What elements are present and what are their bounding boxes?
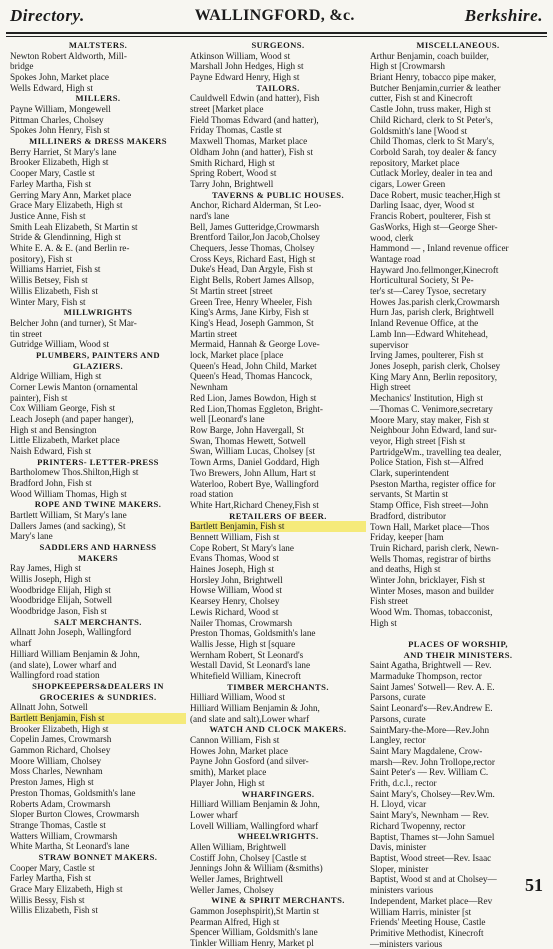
directory-entry: Stride & Glendinning, High st xyxy=(10,232,122,243)
directory-entry: Inland Revenue Office, at the xyxy=(370,318,479,329)
directory-entry: Friday, keeper [ham xyxy=(370,532,444,543)
directory-entry: Moore William, Cholsey xyxy=(10,755,102,766)
directory-entry: Woodbridge Elijah, Sotwell xyxy=(10,595,113,606)
directory-entry: Hurn Jas, parish clerk, Brightwell xyxy=(370,307,495,318)
directory-entry: lock, Market place [place xyxy=(190,350,284,361)
directory-entry: —Thomas C. Venimore,secretary xyxy=(370,403,493,414)
section-heading: STRAW BONNET MAKERS. xyxy=(38,852,158,863)
directory-entry: Dace Robert, music teacher,High st xyxy=(370,189,501,200)
directory-entry: Friends' Meeting House, Castle xyxy=(370,917,486,928)
directory-entry: Baptist, Thames st—John Samuel xyxy=(370,831,495,842)
section-heading: SURGEONS. xyxy=(251,40,305,50)
directory-entry: Willis Elizabeth, Fish st xyxy=(10,905,98,916)
directory-entry: Winter Mary, Fish st xyxy=(10,296,86,307)
directory-entry: Oldham John (and hatter), Fish st xyxy=(190,146,313,157)
directory-entry: smith), Market place xyxy=(190,767,267,778)
directory-entry: bridge xyxy=(10,61,34,72)
directory-entry: Neighbour John Edward, land sur- xyxy=(370,425,497,436)
directory-entry: Queen's Head, John Child, Market xyxy=(190,360,317,371)
directory-entry: street [Market place xyxy=(190,104,264,114)
column-1 xyxy=(8,40,188,916)
directory-entry: —ministers various xyxy=(370,938,443,949)
section-heading: RETAILERS OF BEER. xyxy=(229,510,327,521)
directory-entry: Lewis Richard, Wood st xyxy=(190,606,279,617)
directory-entry: Green Tree, Henry Wheeler, Fish xyxy=(190,296,312,307)
directory-entry: ministers various xyxy=(370,885,434,896)
directory-entry: High st and Bensington xyxy=(10,424,97,435)
directory-entry: Brooker Elizabeth, High st xyxy=(10,723,109,734)
directory-entry: Hilliard William Benjamin & John, xyxy=(190,799,320,810)
directory-entry: Bartlett William, St Mary's lane xyxy=(10,510,127,521)
directory-entry: Lamb Inn—Edward Whitehead, xyxy=(370,328,488,339)
directory-entry: Parsons, curate xyxy=(370,692,426,703)
directory-entry: Eight Bells, Robert James Allsop, xyxy=(190,275,315,286)
directory-entry: Pseston Martha, register office for xyxy=(370,478,496,489)
directory-entry: High st xyxy=(370,617,397,628)
directory-entry: Brooker Elizabeth, High st xyxy=(10,157,109,168)
directory-entry: Saint Mary's, Cholsey—Rev.Wm. xyxy=(370,788,495,799)
directory-entry: Wells Thomas, registrar of births xyxy=(370,553,491,564)
directory-entry: Butcher Benjamin,currier & leather xyxy=(370,82,501,93)
directory-entry: Williams Harriet, Fish st xyxy=(10,264,101,275)
directory-entry: Truin Richard, parish clerk, Newn- xyxy=(370,542,499,553)
directory-entry: Cannon William, Fish st xyxy=(190,735,280,746)
directory-entry: Weller James, Brightwell xyxy=(190,873,283,884)
directory-entry: cigars, Lower Green xyxy=(370,179,446,190)
directory-entry: Arthur Benjamin, coach builder, xyxy=(370,50,489,61)
directory-entry: Copelin James, Crowmarsh xyxy=(10,734,112,745)
directory-entry: Lower wharf xyxy=(190,809,238,820)
section-heading: MILLINERS & DRESS MAKERS xyxy=(29,136,167,147)
directory-entry: Cope Robert, St Mary's lane xyxy=(190,542,294,553)
directory-entry: Bradford, distributor xyxy=(370,510,447,521)
directory-entry: Saint Agatha, Brightwell — Rev. xyxy=(370,660,492,671)
directory-entry: Allnatt John, Sotwell xyxy=(10,702,88,713)
directory-entry: Justice Anne, Fish st xyxy=(10,210,86,221)
directory-entry: Child Thomas, clerk to St Mary's, xyxy=(370,136,495,147)
directory-entry: Whitefield William, Kinecroft xyxy=(190,671,301,682)
section-heading: MILLWRIGHTS xyxy=(63,307,133,318)
section-heading: WHARFINGERS. xyxy=(241,788,315,799)
directory-entry: Horticultural Society, St Pe- xyxy=(370,275,474,286)
directory-entry: Spokes John Henry, Fish st xyxy=(10,125,110,136)
directory-entry: Aldrige William, High st xyxy=(10,371,102,382)
directory-entry: Wantage road xyxy=(370,253,421,264)
directory-entry: Gutridge William, Wood st xyxy=(10,339,110,350)
directory-entry: Briant Henry, tobacco pipe maker, xyxy=(370,72,497,82)
directory-entry: Player John, High st xyxy=(190,777,265,788)
directory-entry: Willis Bessy, Fish st xyxy=(10,894,85,905)
directory-entry: Corbold Sarah, toy dealer & fancy xyxy=(370,146,497,157)
directory-entry: Ray James, High st xyxy=(10,563,81,574)
directory-entry: Woodbridge Jason, Fish st xyxy=(10,606,107,617)
directory-entry: Child Richard, clerk to St Peter's, xyxy=(370,114,493,125)
directory-entry: Cox William George, Fish st xyxy=(10,403,116,414)
directory-entry: Spokes John, Market place xyxy=(10,72,109,82)
directory-entry: King Mary Ann, Berlin repository, xyxy=(370,371,497,382)
directory-entry: Baptist, Wood street—Rev. Isaac xyxy=(370,853,492,863)
page-number: 51 xyxy=(525,875,543,895)
directory-entry: wood, clerk xyxy=(370,232,414,243)
header-rule xyxy=(6,32,547,34)
directory-entry: Sloper Burton Clowes, Crowmarsh xyxy=(10,809,140,820)
directory-entry: (and slate), Lower wharf and xyxy=(10,659,117,670)
directory-entry: Cross Keys, Richard East, High st xyxy=(190,253,316,264)
directory-entry: Little Elizabeth, Market place xyxy=(10,435,120,446)
directory-entry: Fish street xyxy=(370,596,409,607)
directory-entry: Stamp Office, Fish street—John xyxy=(370,500,489,511)
directory-entry: Westall David, St Leonard's lane xyxy=(190,660,311,671)
directory-entry: Grace Mary Elizabeth, High st xyxy=(10,200,123,211)
directory-entry: Willis Elizabeth, Fish st xyxy=(10,285,98,296)
directory-entry: Darling Isaac, dyer, Wood st xyxy=(370,200,475,211)
directory-entry: pository), Fish st xyxy=(10,253,73,264)
directory-entry: Castle John, truss maker, High st xyxy=(370,104,491,115)
directory-entry: Hilliard William Benjamin & John, xyxy=(190,703,320,714)
directory-entry: Wells Edward, High st xyxy=(10,82,93,93)
directory-entry: Evans Thomas, Wood st xyxy=(190,553,279,564)
directory-entry: Saint Mary Magdalene, Crow- xyxy=(370,745,483,756)
directory-entry: St Martin street [street xyxy=(190,285,273,296)
directory-entry: Woodbridge Elijah, High st xyxy=(10,584,111,595)
directory-entry: Brentford Tailor,Jon Jacob,Cholsey xyxy=(190,232,320,243)
directory-entry: Saint Mary's, Newnham — Rev. xyxy=(370,810,489,821)
directory-entry: GasWorks, High st—George Sher- xyxy=(370,221,498,232)
directory-entry: High st [Crowmarsh xyxy=(370,61,446,72)
directory-entry: Two Brewers, John Allum, Hart st xyxy=(190,467,316,478)
directory-entry: Cooper Mary, Castle st xyxy=(10,862,95,873)
directory-entry: Irving James, poulterer, Fish st xyxy=(370,350,484,361)
directory-entry: Smith Richard, High st xyxy=(190,157,275,168)
directory-entry: Pearman Alfred, High st xyxy=(190,916,280,927)
directory-entry: Red Lion,Thomas Eggleton, Bright- xyxy=(190,403,323,414)
section-heading: TAILORS. xyxy=(256,82,300,93)
directory-entry: Bartholomew Thos.Shilton,High st xyxy=(10,467,139,478)
directory-entry: Friday Thomas, Castle st xyxy=(190,125,282,136)
directory-entry: veyor, High street [Fish st xyxy=(370,435,466,446)
directory-entry: William Harris, minister [st xyxy=(370,906,472,917)
directory-entry: Roberts Adam, Crowmarsh xyxy=(10,798,111,809)
section-heading: GROCERIES & SUNDRIES. xyxy=(39,691,157,702)
directory-entry: Primitive Methodist, Kinecroft xyxy=(370,927,484,938)
directory-entry: PartridgeWm., travelling tea dealer, xyxy=(370,446,502,457)
directory-entry: Langley, rector xyxy=(370,735,426,746)
directory-entry: Willis Joseph, High st xyxy=(10,574,91,585)
directory-entry: Horsley John, Brightwell xyxy=(190,574,283,585)
header-center: WALLINGFORD, &c. xyxy=(194,7,355,24)
directory-entry: Town Arms, Daniel Goddard, High xyxy=(190,457,320,468)
directory-entry: Mermaid, Hannah & George Love- xyxy=(190,339,320,350)
directory-entry: Jennings John & William (&smiths) xyxy=(190,863,323,874)
directory-entry: Frith, d.c.l., rector xyxy=(370,778,437,789)
section-heading xyxy=(370,629,546,640)
directory-entry: Maxwell Thomas, Market place xyxy=(190,136,308,147)
directory-entry: Cutlack Morley, dealer in tea and xyxy=(370,168,493,179)
directory-entry: Gerring Mary Ann, Market place xyxy=(10,189,132,200)
directory-entry: Saint Peter's — Rev. William C. xyxy=(370,767,489,778)
directory-entry: Corner Lewis Manton (ornamental xyxy=(10,381,138,392)
directory-entry: Baptist, Wood st and at Cholsey— xyxy=(370,874,497,885)
directory-entry: Sloper, minister xyxy=(370,863,429,874)
directory-entry: Moss Charles, Newnham xyxy=(10,766,103,777)
running-header xyxy=(10,2,543,30)
directory-entry: Newton Robert Aldworth, Mill- xyxy=(10,50,127,61)
directory-entry: Bradford John, Fish st xyxy=(10,478,92,489)
column-2 xyxy=(188,40,368,949)
directory-entry: Tinkler William Henry, Market pl xyxy=(190,938,314,949)
section-heading: SHOPKEEPERS&DEALERS IN xyxy=(32,680,164,691)
directory-entry: Watters William, Crowmarsh xyxy=(10,830,118,841)
section-heading: SALT MERCHANTS. xyxy=(54,616,142,627)
directory-entry: Field Thomas Edward (and hatter), xyxy=(190,114,319,125)
directory-entry: SaintMary-the-More—Rev.John xyxy=(370,724,490,735)
directory-entry: Wood William Thomas, High st xyxy=(10,488,127,499)
directory-entry: Atkinson William, Wood st xyxy=(190,50,291,61)
directory-entry: Row Barge, John Havergall, St xyxy=(190,424,304,435)
directory-entry: Smith Leah Elizabeth, St Martin st xyxy=(10,221,138,232)
directory-entry: Hilliard William, Wood st xyxy=(190,692,286,703)
directory-entry: Bell, James Gutteridge,Crowmarsh xyxy=(190,221,320,232)
section-heading: TIMBER MERCHANTS. xyxy=(227,681,329,692)
directory-entry: wharf xyxy=(10,638,32,649)
directory-entry: Grace Mary Elizabeth, High st xyxy=(10,884,123,895)
directory-entry: well [Leonard's lane xyxy=(190,414,265,425)
directory-entry: Hammond — , Inland revenue officer xyxy=(370,243,509,254)
directory-entry: Leach Joseph (and paper hanger), xyxy=(10,413,134,424)
directory-entry: Preston Thomas, Goldsmith's lane xyxy=(190,628,316,639)
section-heading: PRINTERS- LETTER-PRESS xyxy=(37,456,159,467)
section-heading: MAKERS xyxy=(77,552,119,563)
directory-entry: Francis Robert, poulterer, Fish st xyxy=(370,211,491,222)
directory-entry: repository, Market place xyxy=(370,157,460,168)
directory-entry: Moore Mary, stay maker, Fish st xyxy=(370,414,490,425)
directory-entry: ter's st—Carey Tysoe, secretary xyxy=(370,286,487,297)
directory-entry: Cooper Mary, Castle st xyxy=(10,168,95,179)
header-rule-thin xyxy=(6,36,547,37)
directory-entry: road station xyxy=(190,489,234,500)
directory-entry: Town Hall, Market place—Thos xyxy=(370,521,490,532)
section-heading: GLAZIERS. xyxy=(72,360,124,371)
directory-entry: Preston James, High st xyxy=(10,777,94,788)
directory-entry: Haines Joseph, High st xyxy=(190,564,275,575)
directory-entry: Saint Leonard's—Rev.Andrew E. xyxy=(370,703,493,714)
directory-entry: Kearsey Henry, Cholsey xyxy=(190,596,280,607)
directory-entry: White E. A. & E. (and Berlin re- xyxy=(10,243,130,254)
directory-entry: Wernham Robert, St Leonard's xyxy=(190,649,304,660)
directory-entry: Howse William, Wood st xyxy=(190,585,282,596)
section-heading: PLACES OF WORSHIP, xyxy=(408,639,508,650)
directory-entry: Anchor, Richard Alderman, St Leo- xyxy=(190,200,322,211)
directory-entry: Tarry John, Brightwell xyxy=(190,178,274,189)
directory-entry: Swan, William Lucas, Cholsey [st xyxy=(190,446,316,457)
section-heading: WINE & SPIRIT MERCHANTS. xyxy=(211,895,345,906)
section-heading: WATCH AND CLOCK MAKERS. xyxy=(209,724,347,735)
directory-entry: Newnham xyxy=(190,382,228,393)
directory-entry: and deaths, High st xyxy=(370,564,441,575)
directory-entry: Pittman Charles, Cholsey xyxy=(10,114,104,125)
section-heading: AND THEIR MINISTERS. xyxy=(403,649,513,660)
directory-entry: Winter Moses, mason and builder xyxy=(370,585,494,596)
section-heading: MILLERS. xyxy=(75,93,121,104)
directory-entry: White Martha, St Leonard's lane xyxy=(10,841,130,852)
section-heading: ROPE AND TWINE MAKERS. xyxy=(34,499,162,510)
directory-entry: Hilliard William Benjamin & John, xyxy=(10,648,140,659)
directory-entry: Swan, Thomas Hewett, Sotwell xyxy=(190,435,306,446)
directory-entry: Marshall John Hedges, High st xyxy=(190,61,304,72)
directory-entry: Naish Edward, Fish st xyxy=(10,446,92,457)
header-right: Berkshire. xyxy=(464,6,543,25)
directory-entry: tin street xyxy=(10,328,42,339)
directory-entry: Spencer William, Goldsmith's lane xyxy=(190,927,318,938)
directory-entry: Weller James, Cholsey xyxy=(190,884,274,895)
directory-entry: Hayward Jno.fellmonger,Kinecroft xyxy=(370,264,499,275)
directory-entry: Red Lion, James Bowdon, High st xyxy=(190,392,317,403)
directory-entry: White Hart,Richard Cheney,Fish st xyxy=(190,499,319,510)
directory-entry: Gammon Richard, Cholsey xyxy=(10,744,111,755)
directory-entry: Gammon Josephspirit),St Martin st xyxy=(190,905,320,916)
directory-entry: Belcher John (and turner), St Mar- xyxy=(10,317,137,328)
directory-entry: (and slate and salt),Lower wharf xyxy=(190,713,310,724)
directory-entry: Duke's Head, Dan Argyle, Fish st xyxy=(190,264,313,275)
directory-entry: Independent, Market place—Rev xyxy=(370,895,493,906)
section-heading: TAVERNS & PUBLIC HOUSES. xyxy=(211,189,344,200)
section-heading: PLUMBERS, PAINTERS AND xyxy=(36,349,160,360)
section-heading: WHEELWRIGHTS. xyxy=(237,831,319,842)
directory-entry: Wood Wm. Thomas, tobacconist, xyxy=(370,607,493,618)
directory-entry: painter), Fish st xyxy=(10,392,68,403)
directory-entry: Payne William, Mongewell xyxy=(10,104,111,114)
directory-entry: Martin street xyxy=(190,328,238,339)
section-heading: MALTSTERS. xyxy=(68,40,128,50)
directory-entry: Waterloo, Robert Bye, Wallingford xyxy=(190,478,319,489)
directory-entry: King's Head, Joseph Gammon, St xyxy=(190,317,314,328)
directory-entry: Strange Thomas, Castle st xyxy=(10,819,106,830)
highlighted-entry: Bartlett Benjamin, Fish st xyxy=(10,713,186,724)
directory-entry: Queen's Head, Thomas Hancock, xyxy=(190,371,313,382)
directory-entry: Marmaduke Thompson, rector xyxy=(370,671,482,682)
directory-entry: supervisor xyxy=(370,339,409,350)
section-heading: MISCELLANEOUS. xyxy=(416,40,500,50)
directory-entry: High street xyxy=(370,382,411,393)
directory-entry: Parsons, curate xyxy=(370,713,426,724)
directory-entry: Howes Jas.parish clerk,Crowmarsh xyxy=(370,296,500,307)
highlighted-entry: Bartlett Benjamin, Fish st xyxy=(190,521,366,532)
directory-entry: Richard Twopenny, rector xyxy=(370,820,466,831)
directory-entry: Davis, minister xyxy=(370,842,427,853)
directory-entry: Spring Robert, Wood st xyxy=(190,168,277,179)
directory-entry: Payne Edward Henry, High st xyxy=(190,72,300,82)
directory-entry: Jones Joseph, parish clerk, Cholsey xyxy=(370,360,501,371)
directory-entry: Berry Harriet, St Mary's lane xyxy=(10,146,117,157)
directory-entry: H. Lloyd, vicar xyxy=(370,799,427,810)
directory-entry: Dallers James (and sacking), St xyxy=(10,520,126,531)
directory-entry: Costiff John, Cholsey [Castle st xyxy=(190,852,307,863)
directory-entry: Mary's lane xyxy=(10,531,53,542)
directory-entry: Allen William, Brightwell xyxy=(190,841,287,852)
directory-entry: marsh—Rev. John Trollope,rector xyxy=(370,756,495,767)
directory-entry: Farley Martha, Fish st xyxy=(10,178,92,189)
directory-entry: Mechanics' Institution, High st xyxy=(370,393,483,404)
directory-entry: Police Station, Fish st—Alfred xyxy=(370,457,484,468)
directory-entry: Lovell William, Wallingford wharf xyxy=(190,820,319,831)
section-heading: SADDLERS AND HARNESS xyxy=(39,542,157,553)
directory-entry: Allnatt John Joseph, Wallingford xyxy=(10,627,132,638)
header-left: Directory. xyxy=(10,6,85,25)
directory-entry: Clark, superintendent xyxy=(370,468,450,479)
directory-entry: Preston Thomas, Goldsmith's lane xyxy=(10,787,136,798)
directory-entry: Payne John Gosford (and silver- xyxy=(190,756,309,767)
directory-entry: nard's lane xyxy=(190,210,230,221)
directory-entry: Nailer Thomas, Crowmarsh xyxy=(190,617,293,628)
directory-entry: Willis Betsey, Fish st xyxy=(10,275,88,286)
directory-entry: Chequers, Jesse Thomas, Cholsey xyxy=(190,243,315,254)
directory-entry: servants, St Martin st xyxy=(370,489,449,500)
directory-entry: Howes John, Market place xyxy=(190,745,288,756)
directory-entry: Wallis Jesse, High st [square xyxy=(190,638,296,649)
directory-entry: cutter, Fish st and Kinecroft xyxy=(370,93,473,104)
directory-entry: Bennett William, Fish st xyxy=(190,531,280,542)
directory-entry: Farley Martha, Fish st xyxy=(10,873,92,884)
directory-entry: Wallingford road station xyxy=(10,670,100,681)
directory-entry: Saint James' Sotwell— Rev. A. E. xyxy=(370,681,495,692)
directory-entry: Winter John, bricklayer, Fish st xyxy=(370,575,486,586)
directory-entry: Goldsmith's lane [Wood st xyxy=(370,125,468,136)
directory-entry: Cauldwell Edwin (and hatter), Fish xyxy=(190,93,320,104)
directory-entry: King's Arms, Jane Kirby, Fish st xyxy=(190,307,309,318)
